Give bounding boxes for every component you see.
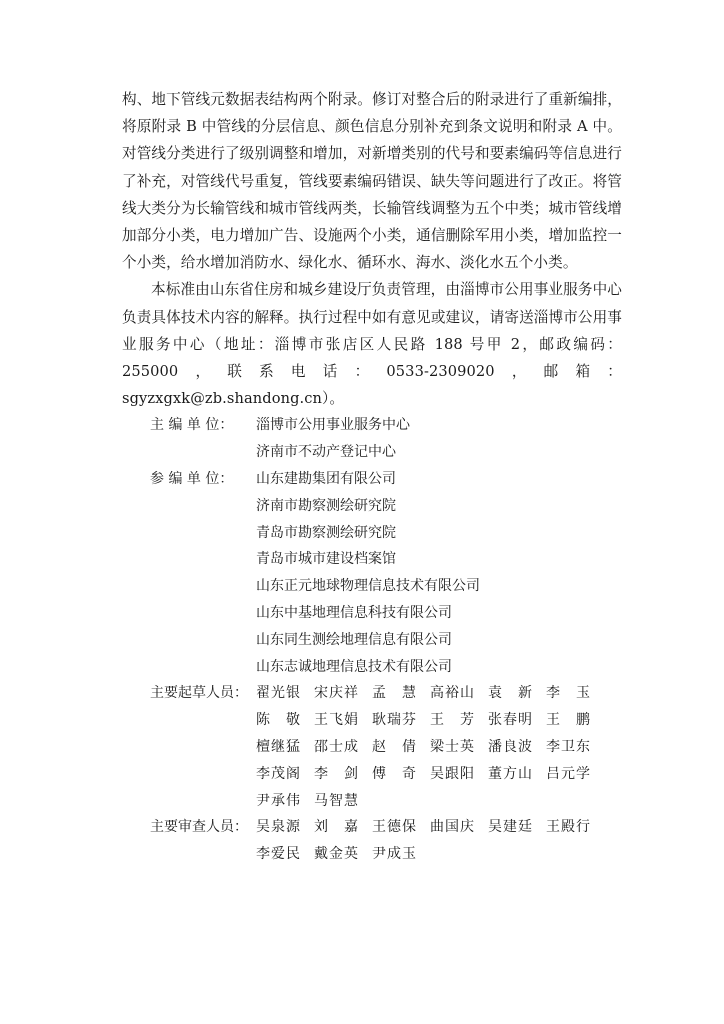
org-item: 山东建勘集团有限公司 bbox=[256, 471, 396, 488]
reviewer-name: 吴建廷 bbox=[488, 819, 532, 836]
drafter-name: 赵 倩 bbox=[372, 739, 416, 755]
drafters-label: 主要起草人员： bbox=[150, 685, 248, 702]
drafter-name: 吕元学 bbox=[546, 765, 590, 782]
chief-editor-block bbox=[122, 412, 622, 466]
participants-orgs bbox=[256, 466, 622, 680]
drafter-name: 陈 敬 bbox=[256, 712, 300, 729]
org-item: 青岛市城市建设档案馆 bbox=[256, 551, 396, 568]
drafter-name: 李 玉 bbox=[546, 685, 590, 702]
drafter-name: 檀继猛 bbox=[256, 739, 300, 755]
org-item: 淄博市公用事业服务中心 bbox=[256, 417, 410, 434]
drafter-name: 李卫东 bbox=[546, 739, 590, 755]
drafter-name: 董方山 bbox=[488, 765, 532, 782]
credits-section bbox=[122, 412, 622, 868]
chief-editor-label: 主 编 单 位： bbox=[150, 417, 234, 434]
paragraph-management-contact: 本标准由山东省住房和城乡建设厅负责管理，由淄博市公用事业服务中心负责具体技术内容的解释。执行过程中如有意见或建议，请寄送淄博市公用事业服务中心（地址：淄博市张店区人民路 188 号甲 2，邮政编码：255000，联系电话：0533-2309020，邮箱：sgyzxgxk@zb.shandong.cn）。 bbox=[122, 281, 622, 408]
drafter-name: 孟 慧 bbox=[372, 685, 416, 702]
participants-block bbox=[122, 466, 622, 680]
drafter-name: 张春明 bbox=[488, 712, 532, 729]
drafter-name: 邵士成 bbox=[314, 739, 358, 755]
org-item: 济南市不动产登记中心 bbox=[256, 444, 396, 461]
reviewer-name: 李爱民 bbox=[256, 846, 300, 863]
drafter-name: 宋庆祥 bbox=[314, 685, 358, 702]
document-page bbox=[122, 86, 622, 868]
drafter-name: 王飞娟 bbox=[314, 712, 358, 729]
org-item: 济南市勘察测绘研究院 bbox=[256, 497, 396, 514]
participants-label: 参 编 单 位： bbox=[150, 471, 234, 488]
reviewer-name: 尹成玉 bbox=[372, 846, 416, 863]
drafter-name: 吴跟阳 bbox=[430, 765, 474, 782]
drafter-name: 马智慧 bbox=[314, 792, 358, 809]
paragraph-appendix-revision: 构、地下管线元数据表结构两个附录。修订对整合后的附录进行了重新编排，将原附录 B 中管线的分层信息、颜色信息分别补充到条文说明和附录 A 中。对管线分类进行了级别调整和增加，对新增类别的代号和要素编码等信息进行了补充，对管线代号重复，管线要素编码错误、缺失等问题进行了改正。将管线大类分为长输管线和城市管线两类，长输管线调整为五个中类；城市管线增加部分小类，电力增加广告、设施两个小类，通信删除军用小类，增加监控一个小类，给水增加消防水、绿化水、循环水、海水、淡化水五个小类。 bbox=[122, 91, 622, 272]
reviewer-name: 曲国庆 bbox=[430, 819, 474, 836]
drafter-name: 高裕山 bbox=[430, 685, 474, 702]
org-item: 山东志诚地理信息技术有限公司 bbox=[256, 658, 452, 675]
reviewer-name: 王德保 bbox=[372, 819, 416, 836]
drafter-name: 傅 奇 bbox=[372, 765, 416, 782]
reviewers-block bbox=[122, 814, 622, 868]
drafters-names bbox=[256, 680, 622, 814]
drafter-name: 李 剑 bbox=[314, 765, 358, 782]
drafter-name: 潘良波 bbox=[488, 739, 532, 755]
org-item: 山东同生测绘地理信息有限公司 bbox=[256, 631, 452, 648]
reviewer-name: 戴金英 bbox=[314, 846, 358, 863]
drafters-block bbox=[122, 680, 622, 814]
drafter-name: 梁士英 bbox=[430, 739, 474, 755]
drafter-name: 袁 新 bbox=[488, 685, 532, 702]
reviewers-label: 主要审查人员： bbox=[150, 819, 248, 836]
reviewer-name: 王殿行 bbox=[546, 819, 590, 836]
org-item: 山东中基地理信息科技有限公司 bbox=[256, 605, 452, 622]
drafter-name: 王 芳 bbox=[430, 712, 474, 729]
org-item: 山东正元地球物理信息技术有限公司 bbox=[256, 578, 480, 595]
drafter-name: 李茂阁 bbox=[256, 765, 300, 782]
drafter-name: 王 鹏 bbox=[546, 712, 590, 729]
reviewer-name: 刘 嘉 bbox=[314, 819, 358, 836]
reviewers-names bbox=[256, 814, 622, 868]
org-item: 青岛市勘察测绘研究院 bbox=[256, 524, 396, 541]
drafter-name: 翟光银 bbox=[256, 685, 300, 702]
drafter-name: 尹承伟 bbox=[256, 792, 300, 809]
drafter-name: 耿瑞芬 bbox=[372, 712, 416, 729]
reviewer-name: 吴泉源 bbox=[256, 819, 300, 836]
chief-editor-orgs bbox=[256, 412, 622, 466]
